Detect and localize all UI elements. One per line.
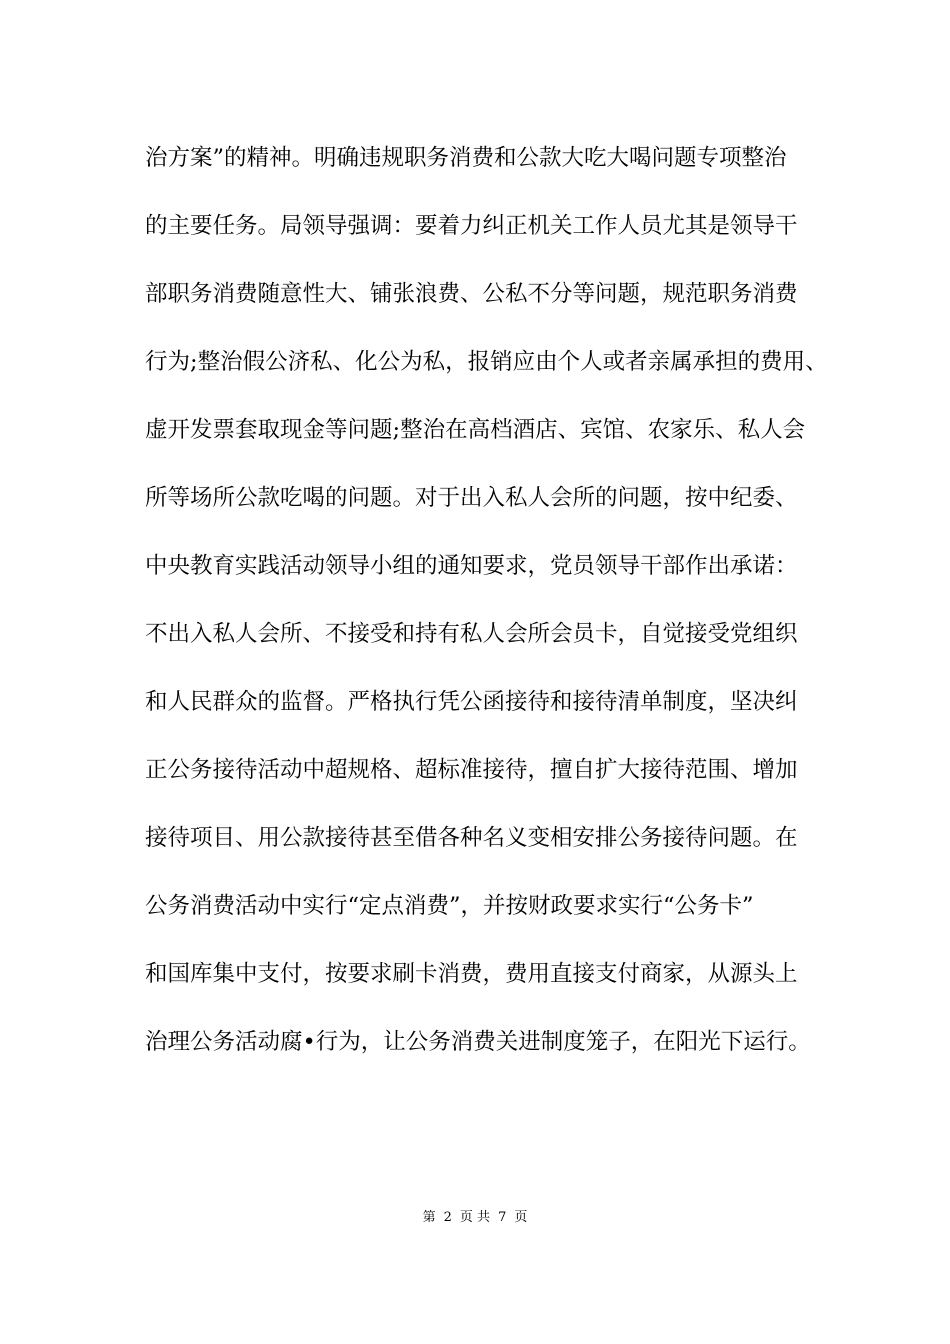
page-footer [0, 1208, 950, 1228]
body-line: 的主要任务。局领导强调：要着力纠正机关工作人员尤其是领导干 [145, 213, 798, 239]
body-line: 和国库集中支付，按要求刷卡消费，费用直接支付商家，从源头上 [145, 961, 798, 987]
body-line: 正公务接待活动中超规格、超标准接待，擅自扩大接待范围、增加 [145, 757, 798, 783]
footer-total-pages: 7 [498, 1210, 507, 1225]
body-line: 治方案”的精神。明确违规职务消费和公款大吃大喝问题专项整治 [145, 145, 787, 171]
body-text [145, 136, 828, 1088]
body-line: 接待项目、用公款接待甚至借各种名义变相安排公务接待问题。在 [145, 825, 798, 851]
body-line: 虚开发票套取现金等问题;整治在高档酒店、宾馆、农家乐、私人会 [145, 417, 806, 443]
footer-suffix: 页 [514, 1210, 528, 1225]
footer-current-page: 2 [443, 1210, 452, 1225]
body-line: 所等场所公款吃喝的问题。对于出入私人会所的问题，按中纪委、 [145, 485, 798, 511]
body-line: 不出入私人会所、不接受和持有私人会所会员卡，自觉接受党组织 [145, 621, 798, 647]
body-line: 公务消费活动中实行“定点消费”，并按财政要求实行“公务卡” [145, 893, 754, 919]
body-line: 行为;整治假公济私、化公为私，报销应由个人或者亲属承担的费用、 [145, 349, 828, 375]
body-line: 中央教育实践活动领导小组的通知要求，党员领导干部作出承诺： [145, 553, 798, 579]
body-line: 部职务消费随意性大、铺张浪费、公私不分等问题，规范职务消费 [145, 281, 798, 307]
footer-prefix: 第 [422, 1210, 436, 1225]
body-line: 治理公务活动腐•行为，让公务消费关进制度笼子，在阳光下运行。 [145, 1029, 811, 1055]
body-line: 和人民群众的监督。严格执行凭公函接待和接待清单制度，坚决纠 [145, 689, 798, 715]
footer-middle: 页 共 [459, 1210, 491, 1225]
